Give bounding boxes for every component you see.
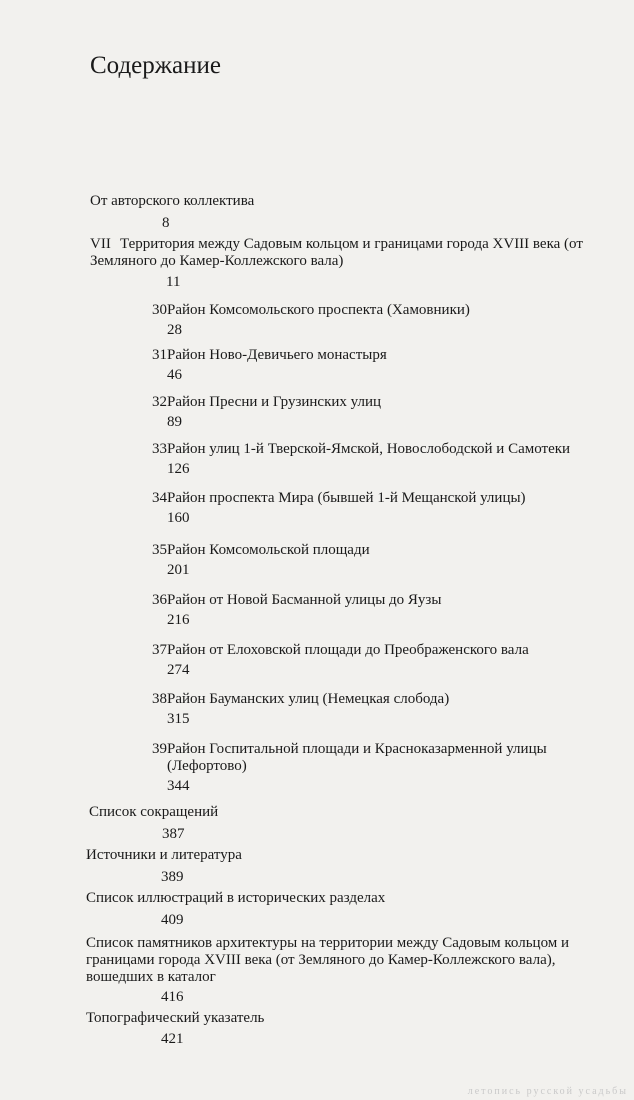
toc-entry-page: 389	[161, 869, 184, 885]
toc-entry-page: 8	[162, 215, 170, 231]
toc-entry-number: 39	[152, 741, 167, 757]
toc-entry-number: 37	[152, 642, 167, 658]
toc-entry-chapter	[143, 542, 613, 579]
toc-entry-title: Район Комсомольской площади	[167, 542, 370, 558]
toc-entry-chapter	[143, 741, 613, 795]
toc-entry-title: Район Госпитальной площади и Красноказарменной улицы (Лефортово)	[167, 741, 547, 774]
toc-entry-chapter	[143, 302, 613, 339]
toc-entry-page: 416	[161, 989, 184, 1005]
toc-entry-title: Топографический указатель	[86, 1010, 265, 1026]
toc-entry-page: 315	[167, 711, 190, 727]
toc-entry-page: 344	[167, 778, 190, 794]
toc-entry-title: Список иллюстраций в исторических разделах	[86, 890, 386, 906]
toc-entry-title: Район от Новой Басманной улицы до Яузы	[167, 592, 442, 608]
toc-entry	[86, 890, 606, 929]
toc-entry-chapter	[143, 592, 613, 629]
toc-entry-chapter	[143, 394, 613, 431]
toc-entry-page: 11	[166, 274, 181, 290]
toc-entry-section	[90, 236, 630, 291]
toc-entry-title: Район проспекта Мира (бывшей 1-й Мещанской улицы)	[167, 490, 526, 506]
toc-entry-page: 160	[167, 510, 190, 526]
toc-entry-number: 30	[152, 302, 167, 318]
toc-entry-title: Список сокращений	[89, 804, 219, 820]
toc-entry-title: Район Комсомольского проспекта (Хамовники)	[167, 302, 470, 318]
toc-entry	[86, 847, 606, 886]
toc-entry-number: 36	[152, 592, 167, 608]
toc-entry-number: 31	[152, 347, 167, 363]
toc-entry-number: 32	[152, 394, 167, 410]
toc-entry-number: 33	[152, 441, 167, 457]
toc-entry-number: 34	[152, 490, 167, 506]
toc-entry-page: 421	[161, 1031, 184, 1047]
toc-entry	[86, 935, 620, 1006]
toc-entry-title: Район улиц 1-й Тверской-Ямской, Новослободской и Самотеки	[167, 441, 571, 457]
watermark: летопись русской усадьбы	[467, 1086, 628, 1097]
toc-entry-number: 38	[152, 691, 167, 707]
toc-entry-page: 201	[167, 562, 190, 578]
toc-entry-page: 28	[167, 322, 182, 338]
toc-entry-page: 409	[161, 912, 184, 928]
toc-entry-number: 35	[152, 542, 167, 558]
page-title: Содержание	[90, 52, 221, 79]
toc-entry-title: Район от Елоховской площади до Преображенского вала	[167, 642, 529, 658]
toc-entry-title: Список памятников архитектуры на территории между Садовым кольцом и границами города XVIII века (от Земляного до Камер-Коллежского вала), вошедших в каталог	[86, 935, 570, 985]
toc-entry-title: От авторского коллектива	[90, 193, 255, 209]
toc-entry-chapter	[143, 441, 623, 478]
toc-entry-page: 89	[167, 414, 182, 430]
toc-entry-chapter	[143, 642, 613, 679]
toc-entry-number: VII	[90, 236, 111, 252]
toc-entry-chapter	[143, 691, 613, 728]
toc-entry-page: 387	[162, 826, 185, 842]
toc-entry-title: Район Пресни и Грузинских улиц	[167, 394, 382, 410]
toc-entry-chapter	[143, 347, 613, 384]
toc-entry	[89, 804, 609, 843]
toc-entry-chapter	[143, 490, 613, 527]
toc-entry-title: Источники и литература	[86, 847, 242, 863]
toc-entry	[90, 193, 610, 232]
toc-entry	[86, 1010, 606, 1048]
toc-entry-title: Территория между Садовым кольцом и границами города XVIII века (от Земляного до Камер-Коллежского вала)	[90, 236, 583, 269]
toc-entry-title: Район Бауманских улиц (Немецкая слобода)	[167, 691, 450, 707]
toc-entry-page: 126	[167, 461, 190, 477]
toc-entry-title: Район Ново-Девичьего монастыря	[167, 347, 387, 363]
toc-entry-page: 274	[167, 662, 190, 678]
toc-entry-page: 216	[167, 612, 190, 628]
toc-entry-page: 46	[167, 367, 182, 383]
